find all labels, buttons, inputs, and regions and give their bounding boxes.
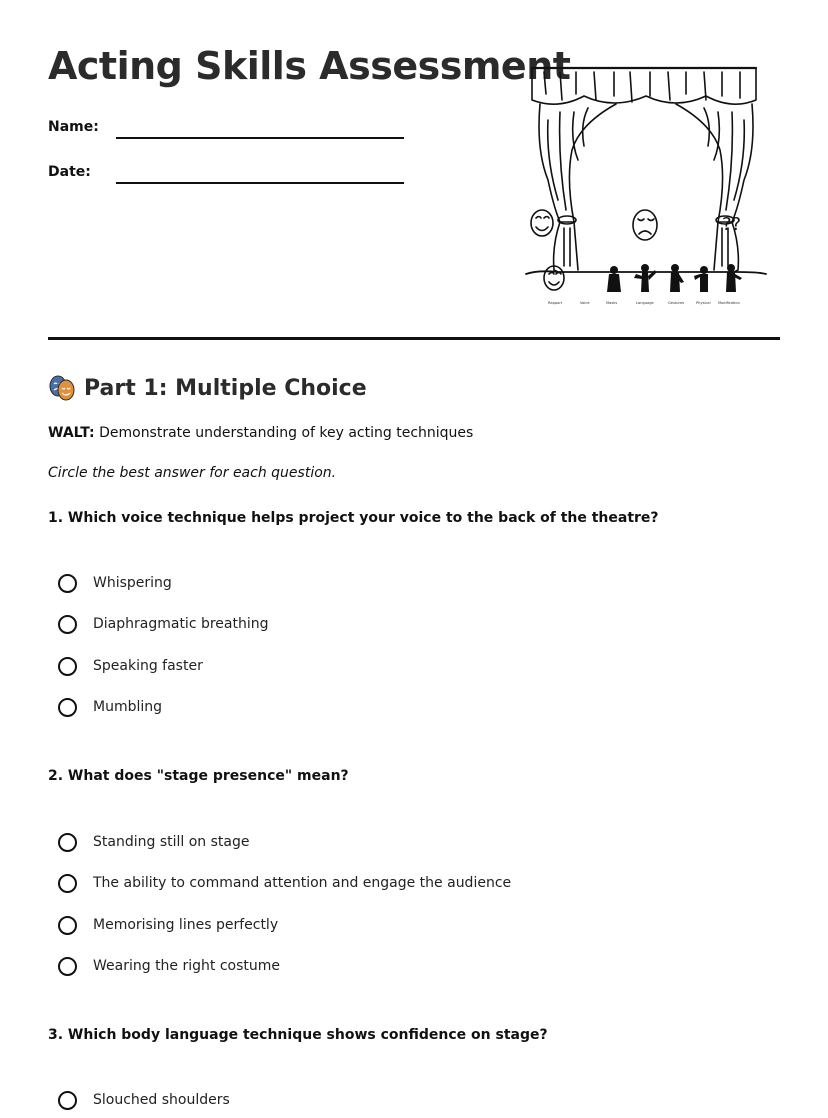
- question-2: 2. What does "stage presence" mean?: [48, 768, 349, 784]
- worksheet-title: Acting Skills Assessment: [48, 44, 571, 88]
- date-line[interactable]: [116, 182, 404, 184]
- svg-text:Masks: Masks: [606, 301, 618, 305]
- date-field[interactable]: [48, 162, 408, 186]
- option-label: Standing still on stage: [93, 834, 250, 850]
- answer-bubble[interactable]: [58, 574, 77, 593]
- answer-bubble[interactable]: [58, 916, 77, 935]
- name-field[interactable]: [48, 117, 408, 141]
- q1-option-d[interactable]: [58, 695, 162, 719]
- option-label: Whispering: [93, 575, 172, 591]
- q1-option-b[interactable]: [58, 612, 269, 636]
- q2-option-c[interactable]: [58, 913, 278, 937]
- svg-text:Gestures: Gestures: [668, 301, 685, 305]
- svg-text:Language: Language: [636, 301, 654, 305]
- svg-text:Voice: Voice: [580, 301, 590, 305]
- q2-option-d[interactable]: [58, 954, 280, 978]
- q1-option-a[interactable]: [58, 571, 172, 595]
- question-1: 1. Which voice technique helps project your voice to the back of the theatre?: [48, 510, 659, 526]
- option-label: Wearing the right costume: [93, 958, 281, 974]
- answer-bubble[interactable]: [58, 957, 77, 976]
- option-label: Diaphragmatic breathing: [93, 616, 269, 632]
- answer-bubble[interactable]: [58, 1091, 77, 1110]
- name-label: Name:: [48, 119, 99, 135]
- option-label: Memorising lines perfectly: [93, 917, 279, 933]
- svg-text:Physical: Physical: [696, 301, 711, 305]
- theatre-masks-icon: [48, 374, 76, 402]
- section-heading-text: Part 1: Multiple Choice: [84, 375, 367, 401]
- walt-statement: [48, 425, 473, 441]
- name-line[interactable]: [116, 137, 404, 139]
- option-label: The ability to command attention and engage the audience: [93, 875, 512, 891]
- option-label: Slouched shoulders: [93, 1092, 230, 1108]
- walt-label: WALT:: [48, 425, 95, 441]
- svg-text:Rapport: Rapport: [548, 301, 563, 305]
- option-label: Mumbling: [93, 699, 163, 715]
- q2-option-b[interactable]: [58, 871, 511, 895]
- answer-bubble[interactable]: [58, 874, 77, 893]
- theatre-stage-illustration: [518, 60, 774, 312]
- svg-text:??: ??: [722, 214, 742, 235]
- answer-bubble[interactable]: [58, 698, 77, 717]
- walt-text: Demonstrate understanding of key acting techniques: [94, 425, 474, 441]
- instruction-text: Circle the best answer for each question.: [48, 465, 337, 481]
- q2-option-a[interactable]: [58, 830, 249, 854]
- svg-text:Modification: Modification: [718, 301, 740, 305]
- q3-option-a[interactable]: [58, 1088, 230, 1112]
- date-label: Date:: [48, 164, 91, 180]
- answer-bubble[interactable]: [58, 833, 77, 852]
- answer-bubble[interactable]: [58, 615, 77, 634]
- q1-option-c[interactable]: [58, 654, 203, 678]
- section-heading: [48, 374, 367, 402]
- answer-bubble[interactable]: [58, 657, 77, 676]
- question-3: 3. Which body language technique shows confidence on stage?: [48, 1027, 548, 1043]
- section-divider: [48, 337, 780, 340]
- option-label: Speaking faster: [93, 658, 203, 674]
